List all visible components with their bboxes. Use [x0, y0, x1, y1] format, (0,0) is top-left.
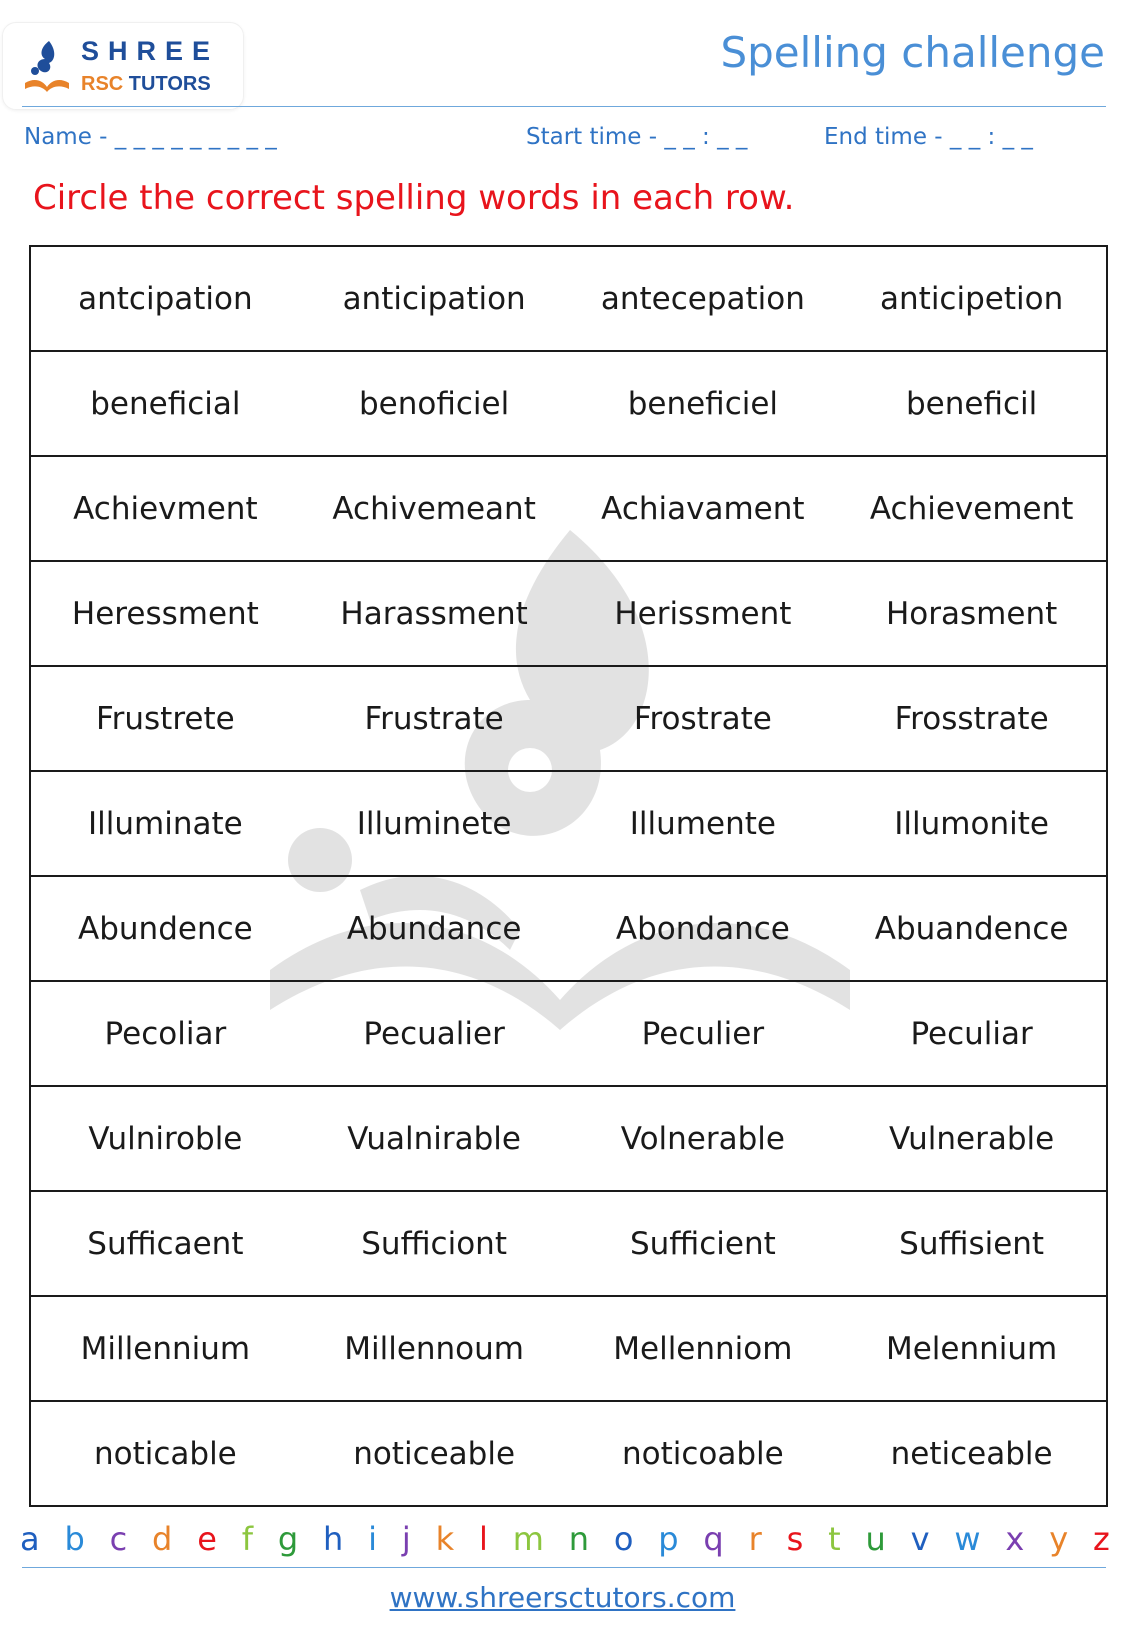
alphabet-letter: d: [152, 1520, 173, 1558]
alphabet-letter: p: [658, 1520, 679, 1558]
word-option[interactable]: Abundence: [78, 910, 253, 947]
word-option[interactable]: Abuandence: [874, 910, 1069, 947]
table-row: [31, 1402, 1106, 1505]
word-option[interactable]: Frustrete: [96, 700, 235, 737]
alphabet-letter: n: [568, 1520, 589, 1558]
alphabet-letter: h: [323, 1520, 344, 1558]
word-option[interactable]: beneficiel: [627, 385, 779, 422]
word-option[interactable]: Illuminete: [356, 805, 512, 842]
alphabet-letter: q: [703, 1520, 724, 1558]
alphabet-letter: o: [613, 1520, 634, 1558]
alphabet-letter: f: [241, 1520, 253, 1558]
logo-top-text: SHREE: [81, 36, 220, 66]
word-option[interactable]: Millennoum: [344, 1330, 524, 1367]
instruction: Circle the correct spelling words in each row.: [33, 178, 795, 218]
word-option[interactable]: Sufficaent: [87, 1225, 244, 1262]
word-option[interactable]: Harassment: [340, 595, 528, 632]
alphabet-letter: g: [277, 1520, 299, 1558]
footer-divider: [22, 1567, 1106, 1568]
word-option[interactable]: benoficiel: [359, 385, 510, 422]
alphabet-letter: r: [748, 1520, 762, 1558]
table-row: [31, 247, 1106, 352]
table-row: [31, 772, 1106, 877]
word-option[interactable]: Suffisient: [899, 1225, 1045, 1262]
word-option[interactable]: Achiavament: [601, 490, 805, 527]
logo-rsc: RSC: [81, 73, 124, 95]
word-option[interactable]: Achievement: [869, 490, 1074, 527]
word-option[interactable]: antcipation: [78, 280, 253, 317]
word-option[interactable]: Melennium: [885, 1330, 1058, 1367]
alphabet-letter: s: [786, 1520, 804, 1558]
word-option[interactable]: Peculier: [641, 1015, 765, 1052]
spelling-table: [29, 245, 1108, 1507]
alphabet-letter: e: [197, 1520, 217, 1558]
word-option[interactable]: Mellenniom: [613, 1330, 793, 1367]
alphabet-letter: c: [109, 1520, 128, 1558]
logo-bottom-text: [81, 73, 211, 96]
word-option[interactable]: Achivemeant: [332, 490, 536, 527]
table-row: [31, 1192, 1106, 1297]
word-option[interactable]: Sufficiont: [361, 1225, 507, 1262]
table-row: [31, 877, 1106, 982]
word-option[interactable]: Frosstrate: [894, 700, 1049, 737]
word-option[interactable]: Volnerable: [620, 1120, 785, 1157]
word-option[interactable]: Vulnerable: [889, 1120, 1055, 1157]
alphabet-strip: [20, 1520, 1110, 1558]
alphabet-letter: m: [512, 1520, 544, 1558]
word-option[interactable]: Achievment: [73, 490, 258, 527]
word-option[interactable]: noticeable: [353, 1435, 516, 1472]
word-option[interactable]: Illumente: [629, 805, 776, 842]
logo-mark-icon: [21, 37, 73, 95]
word-option[interactable]: Vulniroble: [88, 1120, 243, 1157]
word-option[interactable]: anticipetion: [880, 280, 1064, 317]
alphabet-letter: i: [368, 1520, 378, 1558]
alphabet-letter: b: [64, 1520, 85, 1558]
word-option[interactable]: Abundance: [346, 910, 522, 947]
word-option[interactable]: Millennium: [80, 1330, 251, 1367]
table-row: [31, 352, 1106, 457]
alphabet-letter: k: [435, 1520, 455, 1558]
word-option[interactable]: antecepation: [600, 280, 805, 317]
name-field: Name - _ _ _ _ _ _ _ _ _: [24, 124, 277, 150]
alphabet-letter: x: [1005, 1520, 1025, 1558]
word-option[interactable]: beneficil: [905, 385, 1038, 422]
table-row: [31, 982, 1106, 1087]
word-option[interactable]: Illuminate: [88, 805, 243, 842]
word-option[interactable]: Pecoliar: [104, 1015, 227, 1052]
table-row: [31, 1087, 1106, 1192]
alphabet-letter: a: [20, 1520, 40, 1558]
logo: [2, 22, 244, 110]
alphabet-letter: y: [1049, 1520, 1069, 1558]
word-option[interactable]: neticeable: [890, 1435, 1053, 1472]
alphabet-letter: z: [1092, 1520, 1110, 1558]
word-option[interactable]: Peculiar: [910, 1015, 1033, 1052]
word-option[interactable]: Sufficient: [629, 1225, 776, 1262]
word-option[interactable]: Frostrate: [633, 700, 772, 737]
alphabet-letter: u: [865, 1520, 886, 1558]
alphabet-letter: v: [910, 1520, 930, 1558]
header-divider: [22, 106, 1106, 107]
table-row: [31, 457, 1106, 562]
alphabet-letter: w: [954, 1520, 981, 1558]
logo-tutors: TUTORS: [128, 73, 211, 95]
table-row: [31, 1297, 1106, 1402]
word-option[interactable]: noticoable: [621, 1435, 784, 1472]
word-option[interactable]: Herissment: [614, 595, 792, 632]
alphabet-letter: t: [828, 1520, 841, 1558]
word-option[interactable]: Illumonite: [894, 805, 1049, 842]
word-option[interactable]: Pecualier: [363, 1015, 505, 1052]
page-title: Spelling challenge: [720, 28, 1105, 77]
word-option[interactable]: Vualnirable: [347, 1120, 521, 1157]
word-option[interactable]: Abondance: [615, 910, 790, 947]
word-option[interactable]: noticable: [93, 1435, 237, 1472]
word-option[interactable]: beneficial: [90, 385, 241, 422]
word-option[interactable]: Heressment: [71, 595, 259, 632]
end-time-field: End time - _ _ : _ _: [824, 124, 1033, 150]
table-row: [31, 667, 1106, 772]
alphabet-letter: j: [401, 1520, 411, 1558]
start-time-field: Start time - _ _ : _ _: [526, 124, 748, 150]
alphabet-letter: l: [478, 1520, 488, 1558]
table-row: [31, 562, 1106, 667]
word-option[interactable]: anticipation: [342, 280, 526, 317]
footer-link[interactable]: www.shreersctutors.com: [389, 1581, 736, 1614]
word-option[interactable]: Horasment: [886, 595, 1058, 632]
word-option[interactable]: Frustrate: [364, 700, 504, 737]
